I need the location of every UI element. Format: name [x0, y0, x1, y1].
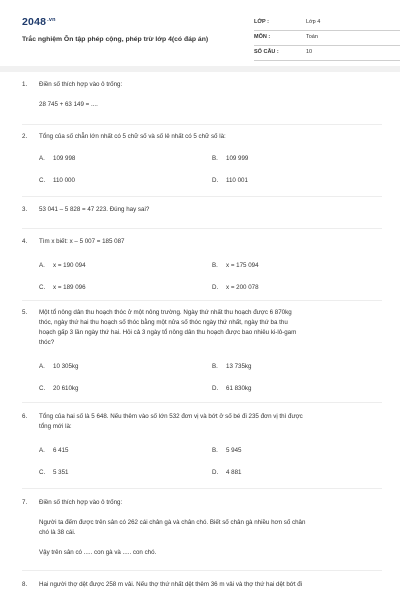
- option-c[interactable]: [39, 468, 189, 478]
- option-letter: D.: [212, 469, 219, 476]
- option-b[interactable]: [212, 446, 362, 456]
- option-letter: C.: [39, 469, 46, 476]
- option-b[interactable]: [212, 154, 362, 164]
- option-b[interactable]: [212, 261, 362, 271]
- option-text: 4 881: [226, 469, 242, 476]
- option-d[interactable]: [212, 468, 362, 478]
- option-c[interactable]: [39, 384, 189, 394]
- option-text: 110 000: [53, 177, 75, 184]
- question-text: Hai người thợ dệt được 258 m vải. Nếu thợ thứ nhất dệt thêm 36 m vải và thợ thứ hai dệt bớt đi: [39, 581, 303, 588]
- option-letter: D.: [212, 177, 219, 184]
- option-text: x = 189 096: [53, 284, 86, 291]
- meta-row-class: [254, 16, 400, 31]
- option-c[interactable]: [39, 283, 189, 293]
- paragraph-line: chó là 38 cái.: [39, 529, 76, 536]
- meta-value: Lớp 4: [306, 19, 321, 25]
- option-text: 10 305kg: [53, 363, 79, 370]
- question-number: 1.: [22, 81, 28, 88]
- option-text: 110 001: [226, 177, 248, 184]
- option-letter: C.: [39, 385, 46, 392]
- question-separator: [22, 570, 382, 571]
- question-text: Điền số thích hợp vào ô trống:: [39, 81, 123, 88]
- worksheet-title: Trắc nghiệm Ôn tập phép cộng, phép trừ lớp 4(có đáp án): [22, 36, 209, 43]
- question-text-line: thóc, ngày thứ hai thu hoạch số thóc bằng một nửa số thóc ngày thứ nhất, ngày thứ ba thu: [39, 319, 288, 326]
- question-separator: [22, 488, 382, 489]
- meta-label: SỐ CÂU :: [254, 49, 279, 55]
- question-text-line: Một tổ nông dân thu hoạch thóc ở một nông trường. Ngày thứ nhất thu hoạch được 6 870kg: [39, 309, 292, 316]
- option-text: x = 175 094: [226, 262, 259, 269]
- fill-blank-expression[interactable]: 28 745 + 63 149 = ....: [39, 101, 98, 108]
- question-text-line: Tổng của hai số là 5 648. Nếu thêm vào số lớn 532 đơn vị và bớt ở số bé đi 235 đơn vị thì được: [39, 413, 303, 420]
- option-letter: A.: [39, 262, 45, 269]
- meta-label: MÔN :: [254, 34, 271, 40]
- option-text: 20 610kg: [53, 385, 79, 392]
- option-text: 5 351: [53, 469, 69, 476]
- question-number: 5.: [22, 309, 28, 316]
- option-text: 6 415: [53, 447, 69, 454]
- option-d[interactable]: [212, 384, 362, 394]
- option-text: 61 830kg: [226, 385, 252, 392]
- question-text: 53 041 – 5 828 = 47 223. Đúng hay sai?: [39, 206, 150, 213]
- question-separator: [22, 196, 382, 197]
- meta-row-subject: [254, 31, 400, 46]
- option-letter: B.: [212, 363, 218, 370]
- option-d[interactable]: [212, 283, 362, 293]
- option-letter: C.: [39, 284, 46, 291]
- option-letter: A.: [39, 447, 45, 454]
- question-separator: [22, 228, 382, 229]
- option-letter: B.: [212, 155, 218, 162]
- question-text-line: thóc?: [39, 339, 55, 346]
- option-text: 5 945: [226, 447, 242, 454]
- option-text: 109 998: [53, 155, 76, 162]
- option-a[interactable]: [39, 362, 189, 372]
- option-text: 109 999: [226, 155, 249, 162]
- meta-table: [254, 16, 400, 61]
- option-a[interactable]: [39, 261, 189, 271]
- question-separator: [22, 124, 382, 125]
- question-number: 4.: [22, 238, 28, 245]
- question-separator: [22, 300, 382, 301]
- option-text: 13 735kg: [226, 363, 252, 370]
- header-divider: [0, 66, 400, 72]
- site-logo[interactable]: [22, 16, 56, 28]
- option-letter: D.: [212, 385, 219, 392]
- question-text: Tổng của số chẵn lớn nhất có 5 chữ số và số lẻ nhất có 5 chữ số là:: [39, 133, 226, 140]
- question-text: Tìm x biết: x – 5 007 = 185 087: [39, 238, 125, 245]
- logo-text: 2048: [22, 16, 47, 28]
- question-text-line: tổng mới là:: [39, 423, 72, 430]
- option-letter: D.: [212, 284, 219, 291]
- option-a[interactable]: [39, 446, 189, 456]
- meta-value: Toán: [306, 34, 318, 40]
- paragraph-line: Người ta đếm được trên sân có 262 cái chân gà và chân chó. Biết số chân gà nhiều hơn số chân: [39, 519, 306, 526]
- question-text: [39, 412, 377, 432]
- option-letter: A.: [39, 363, 45, 370]
- question-number: 8.: [22, 581, 28, 588]
- option-text: x = 190 094: [53, 262, 86, 269]
- meta-value: 10: [306, 49, 313, 55]
- fill-blank-sentence[interactable]: Vậy trên sân có ..... con gà và ..... con chó.: [39, 549, 157, 556]
- question-number: 2.: [22, 133, 28, 140]
- question-paragraph: [39, 518, 377, 538]
- option-letter: B.: [212, 262, 218, 269]
- question-number: 3.: [22, 206, 28, 213]
- option-letter: B.: [212, 447, 218, 454]
- question-number: 7.: [22, 499, 28, 506]
- option-c[interactable]: [39, 176, 189, 186]
- worksheet-header: [22, 14, 382, 58]
- option-letter: C.: [39, 177, 46, 184]
- meta-row-count: [254, 46, 400, 61]
- option-a[interactable]: [39, 154, 189, 164]
- question-number: 6.: [22, 413, 28, 420]
- question-separator: [22, 402, 382, 403]
- meta-label: LỚP :: [254, 19, 269, 25]
- question-text: [39, 308, 377, 348]
- logo-suffix: .vn: [47, 16, 56, 23]
- question-text: Điền số thích hợp vào ô trống:: [39, 499, 123, 506]
- option-b[interactable]: [212, 362, 362, 372]
- option-text: x = 200 078: [226, 284, 259, 291]
- option-d[interactable]: [212, 176, 362, 186]
- option-letter: A.: [39, 155, 45, 162]
- question-text-line: hoạch gấp 3 lần ngày thứ hai. Hỏi cả 3 ngày tổ nông dân thu hoạch được bao nhiêu ki-lô-gam: [39, 329, 297, 336]
